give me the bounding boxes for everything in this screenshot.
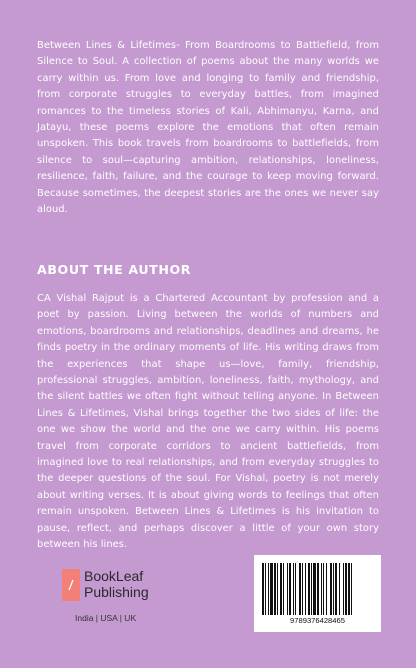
isbn-number: 9789376428465	[290, 616, 345, 625]
slash-logo-icon	[62, 569, 80, 601]
barcode-bars	[254, 555, 381, 617]
author-bio: CA Vishal Rajput is a Chartered Accountant by profession and a poet by passion. Living between the worlds of numbers and emotions, boardrooms and relationships, deadlines and dreams, he finds poetry in the ordinary moments of life. His writing draws from the experiences that shape us—love, family, friendship, professional struggles, ambition, loneliness, faith, mythology, and the silent battles we often fight without telling anyone. In Between Lines & Lifetimes, Vishal brings together the two sides of life: the one we show the world and the one we carry within. His poems travel from corporate corridors to ancient battlefields, from imagined love to real relationships, and from everyday struggles to the deeper questions of the soul. For Vishal, poetry is not merely about writing verses. It is about giving words to feelings that often remain unspoken. Between Lines & Lifetimes is his invitation to pause, reflect, and perhaps discover a little of your own story between his lines.	[37, 293, 379, 551]
book-blurb: Between Lines & Lifetimes- From Boardrooms to Battlefield, from Silence to Soul. A collection of poems about the many worlds we carry within us. From love and longing to family and friendship, from corporate struggles to everyday battles, from imagined romances to the timeless stories of Kali, Abhimanyu, Karna, and Jatayu, these poems explore the emotions that often remain unspoken. This book travels from boardrooms to battlefields, from silence to soul—capturing ambition, relationships, loneliness, resilience, faith, failure, and the courage to keep moving forward. Because sometimes, the deepest stories are the ones we never say aloud.	[37, 40, 379, 216]
isbn-barcode	[254, 555, 381, 632]
publisher-name-line2: Publishing	[84, 584, 149, 600]
publisher-logo	[62, 569, 192, 629]
publisher-regions: India | USA | UK	[75, 613, 137, 623]
publisher-name-line1: BookLeaf	[84, 568, 144, 584]
about-author-heading: ABOUT THE AUTHOR	[37, 262, 192, 277]
